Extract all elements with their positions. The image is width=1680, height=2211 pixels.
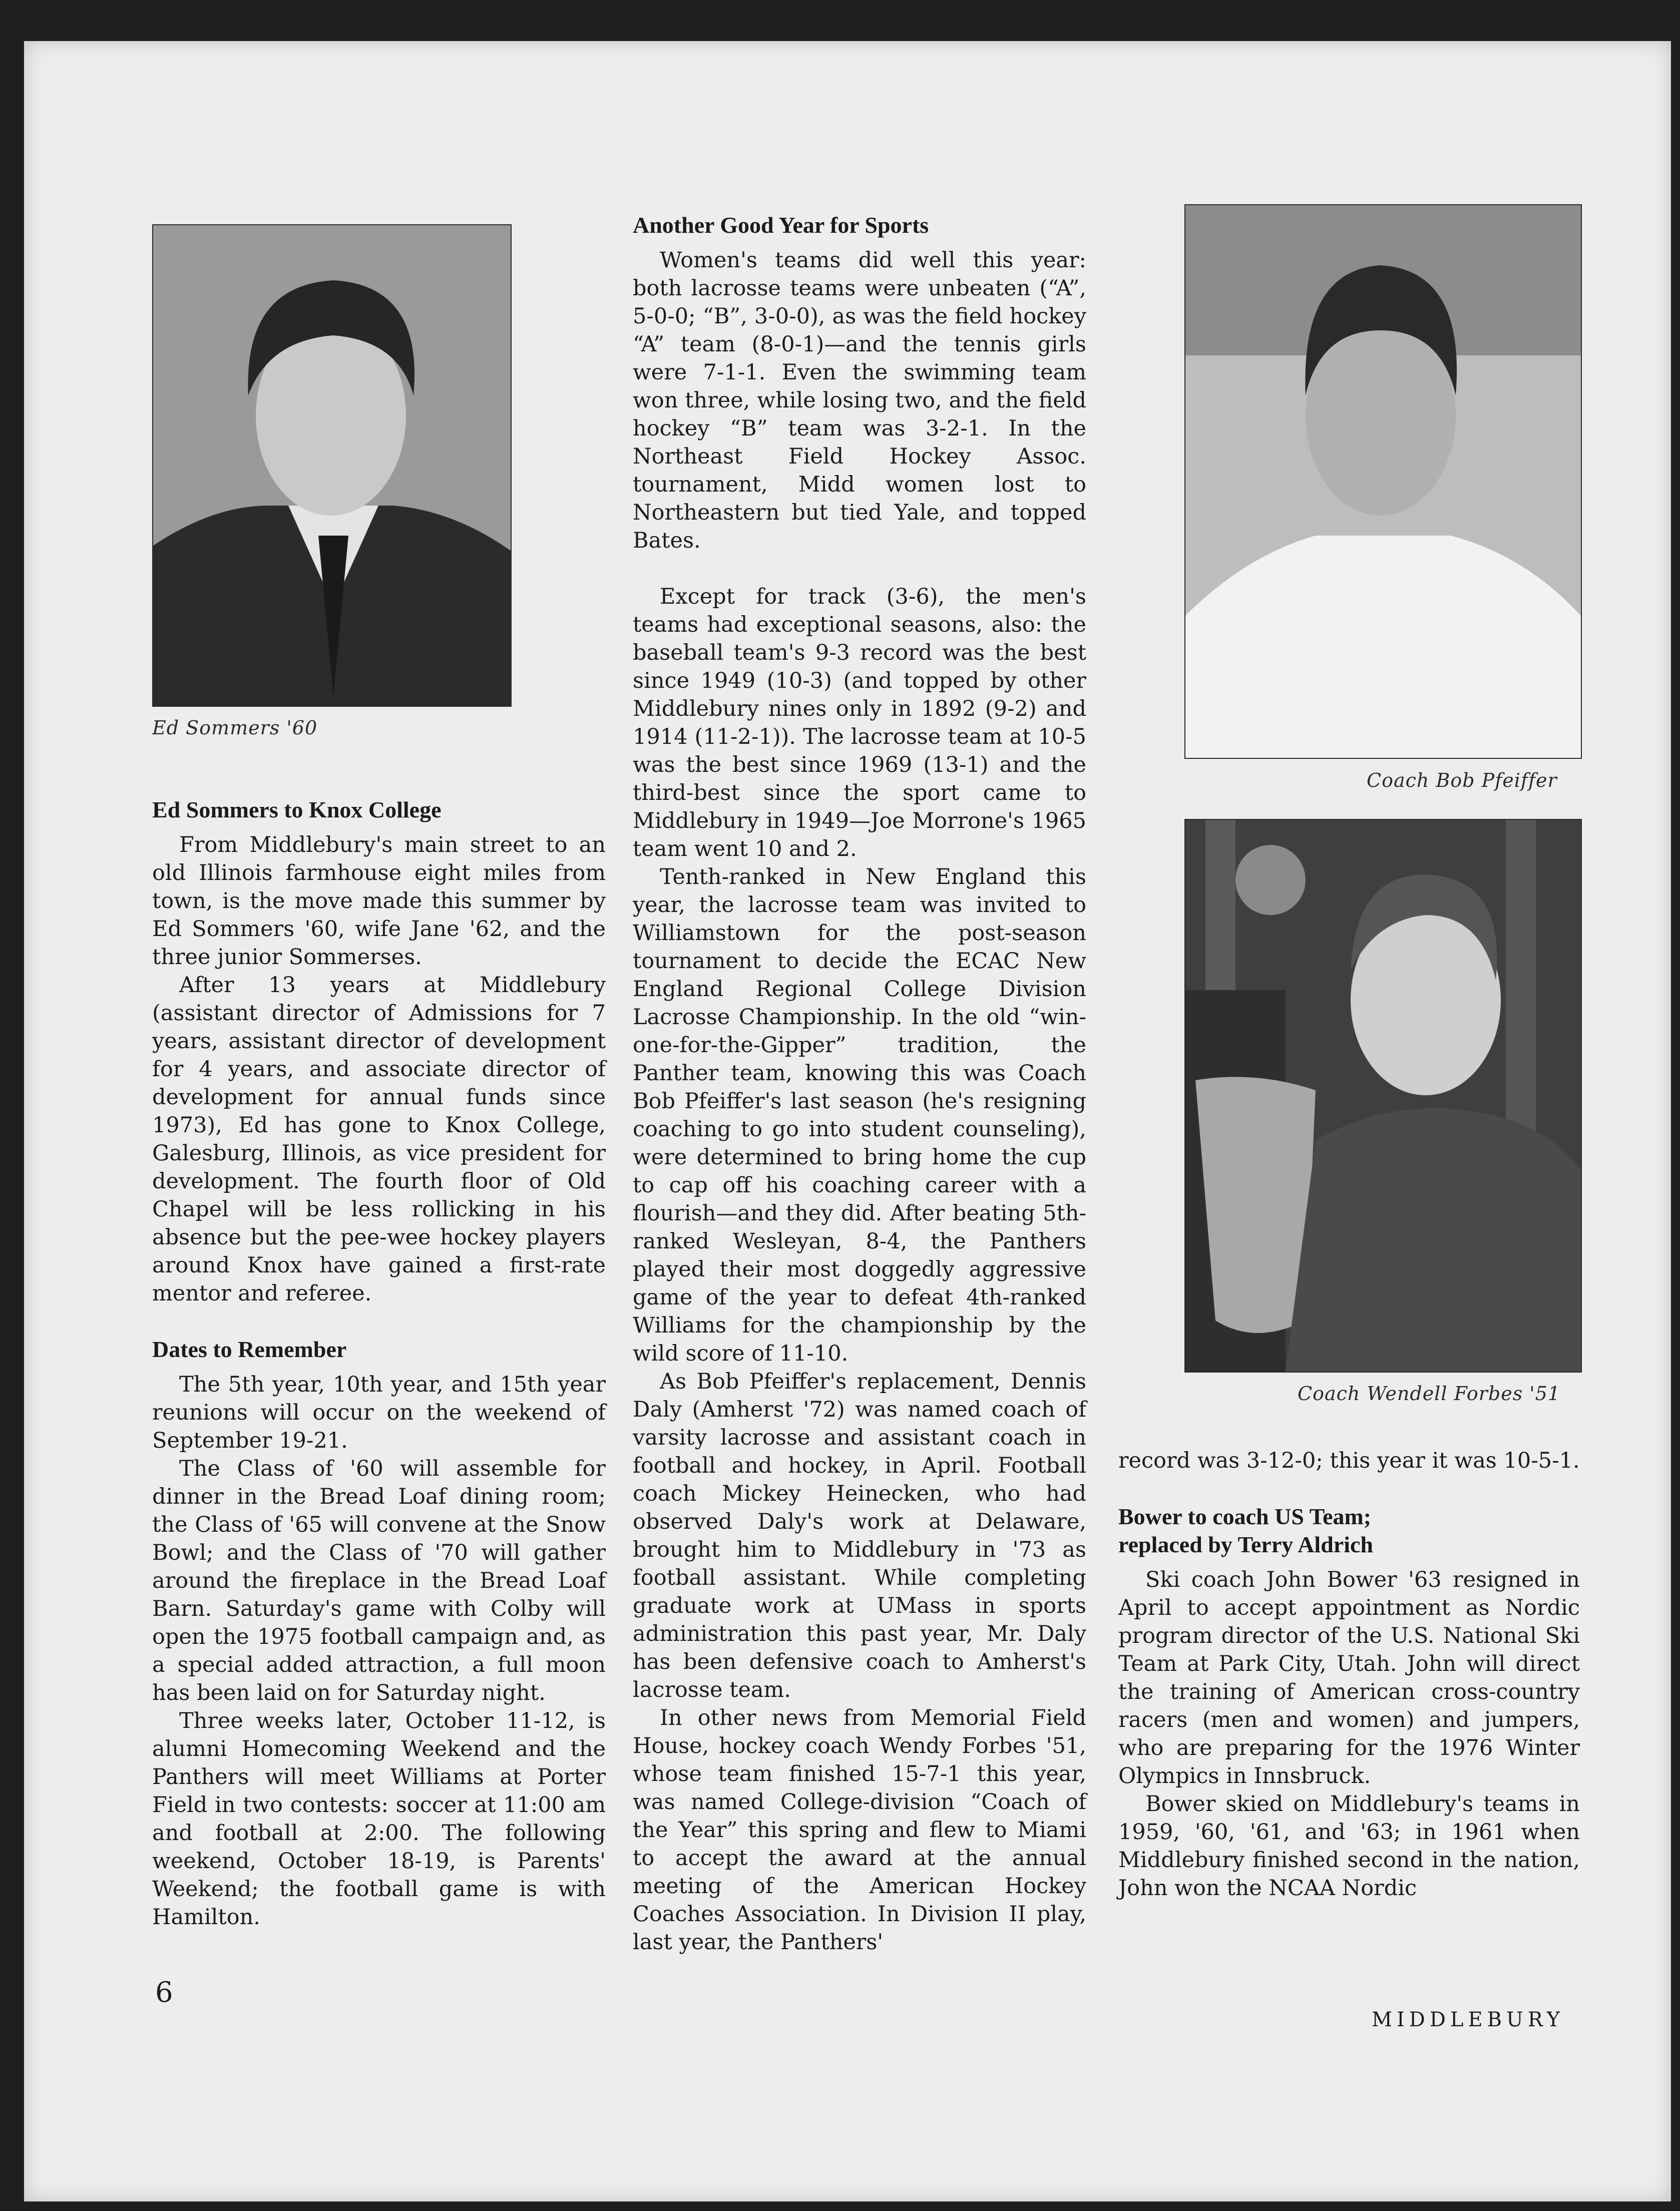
heading-bower bbox=[1118, 1503, 1580, 1559]
paragraph: From Middlebury's main street to an old Illinois farmhouse eight miles from town, is the move made this summer by Ed Sommers '60, wife Jane '62, and the three junior Sommerses. bbox=[152, 832, 606, 970]
photo-bob-pfeiffer bbox=[1184, 204, 1582, 759]
heading-bower-line2: replaced by Terry Aldrich bbox=[1118, 1532, 1373, 1557]
caption-ed-sommers: Ed Sommers '60 bbox=[152, 717, 318, 739]
paragraph: After 13 years at Middlebury (assistant director of Admissions for 7 years, assistant director of development for 4 years, and associate director of development for annual funds since 1973), Ed has gone to Knox College, Galesburg, Illinois, as vice president for development. The fourth floor of Old Chapel will be less rollicking in his absence but the pee-wee hockey players around Knox have gained a first-rate mentor and referee. bbox=[152, 973, 606, 1306]
paragraph: As Bob Pfeiffer's replacement, Dennis Daly (Amherst '72) was named coach of varsity lacrosse and assistant coach in football and hockey, in April. Football coach Mickey Heinecken, who had observed Daly's work at Delaware, brought him to Middlebury in '73 as football assistant. While completing graduate work at UMass in sports administration this past year, Mr. Daly has been defensive coach to Amherst's lacrosse team. bbox=[633, 1369, 1086, 1702]
paragraph-continued: record was 3-12-0; this year it was 10-5-1. bbox=[1118, 1448, 1580, 1473]
paragraph: Women's teams did well this year: both lacrosse teams were unbeaten (“A”, 5-0-0; “B”, 3-0-0), as was the field hockey “A” team (8-0-1)—and the tennis girls were 7-1-1. Even the swimming team won three, while losing two, and the field hockey “B” team was 3-2-1. In the Northeast Field Hockey Assoc. tournament, Midd women lost to Northeastern but tied Yale, and topped Bates. bbox=[633, 248, 1086, 553]
paragraph: Except for track (3-6), the men's teams had exceptional seasons, also: the baseball team's 9-3 record was the best since 1949 (10-3) (and topped by other Middlebury nines only in 1892 (9-2) and 1914 (11-2-1)). The lacrosse team at 10-5 was the best since 1969 (13-1) and the third-best since the sport came to Middlebury in 1949—Joe Morrone's 1965 team went 10 and 2. bbox=[633, 584, 1086, 861]
paragraph: In other news from Memorial Field House, hockey coach Wendy Forbes '51, whose team finished 15-7-1 this year, was named College-division “Coach of the Year” this spring and flew to Miami to accept the award at the annual meeting of the American Hockey Coaches Association. In Division II play, last year, the Panthers' bbox=[633, 1705, 1086, 1955]
paragraph: The 5th year, 10th year, and 15th year reunions will occur on the weekend of September 19-21. bbox=[152, 1372, 606, 1453]
heading-good-year-sports: Another Good Year for Sports bbox=[633, 212, 929, 238]
paragraph: Bower skied on Middlebury's teams in 1959, '60, '61, and '63; in 1961 when Middlebury finished second in the nation, John won the NCAA Nordic bbox=[1118, 1792, 1580, 1901]
column-3 bbox=[1118, 1447, 1580, 1902]
caption-bob-pfeiffer: Coach Bob Pfeiffer bbox=[1367, 769, 1557, 791]
masthead: MIDDLEBURY bbox=[1372, 2008, 1565, 2031]
heading-dates-to-remember: Dates to Remember bbox=[152, 1337, 347, 1362]
magazine-page bbox=[24, 41, 1671, 2201]
column-1 bbox=[152, 796, 606, 1931]
paragraph: Tenth-ranked in New England this year, the lacrosse team was invited to Williamstown for the post-season tournament to decide the ECAC New England Regional College Division Lacrosse Championship. In the old “win-one-for-the-Gipper” tradition, the Panther team, knowing this was Coach Bob Pfeiffer's last season (he's resigning coaching to go into student counseling), were determined to bring home the cup to cap off his coaching career with a flourish—and they did. After beating 5th-ranked Wesleyan, 8-4, the Panthers played their most doggedly aggressive game of the year to defeat 4th-ranked Williams for the championship by the wild score of 11-10. bbox=[633, 864, 1086, 1366]
caption-wendell-forbes: Coach Wendell Forbes '51 bbox=[1298, 1383, 1561, 1405]
heading-bower-line1: Bower to coach US Team; bbox=[1118, 1504, 1372, 1529]
paragraph: Three weeks later, October 11-12, is alumni Homecoming Weekend and the Panthers will meet Williams at Porter Field in two contests: soccer at 11:00 am and football at 2:00. The following weekend, October 18-19, is Parents' Weekend; the football game is with Hamilton. bbox=[152, 1708, 606, 1930]
photo-wendell-forbes bbox=[1184, 819, 1582, 1373]
paragraph: Ski coach John Bower '63 resigned in April to accept appointment as Nordic program director of the U.S. National Ski Team at Park City, Utah. John will direct the training of American cross-country racers (men and women) and jumpers, who are preparing for the 1976 Winter Olympics in Innsbruck. bbox=[1118, 1567, 1580, 1789]
heading-ed-sommers-knox: Ed Sommers to Knox College bbox=[152, 797, 442, 822]
page-number: 6 bbox=[155, 1976, 173, 2009]
paragraph: The Class of '60 will assemble for dinner in the Bread Loaf dining room; the Class of '65 will convene at the Snow Bowl; and the Class of '70 will gather around the fireplace in the Bread Loaf Barn. Saturday's game with Colby will open the 1975 football campaign and, as a special added attraction, a full moon has been laid on for Saturday night. bbox=[152, 1456, 606, 1705]
photo-ed-sommers bbox=[152, 224, 512, 707]
column-2 bbox=[633, 211, 1086, 1956]
